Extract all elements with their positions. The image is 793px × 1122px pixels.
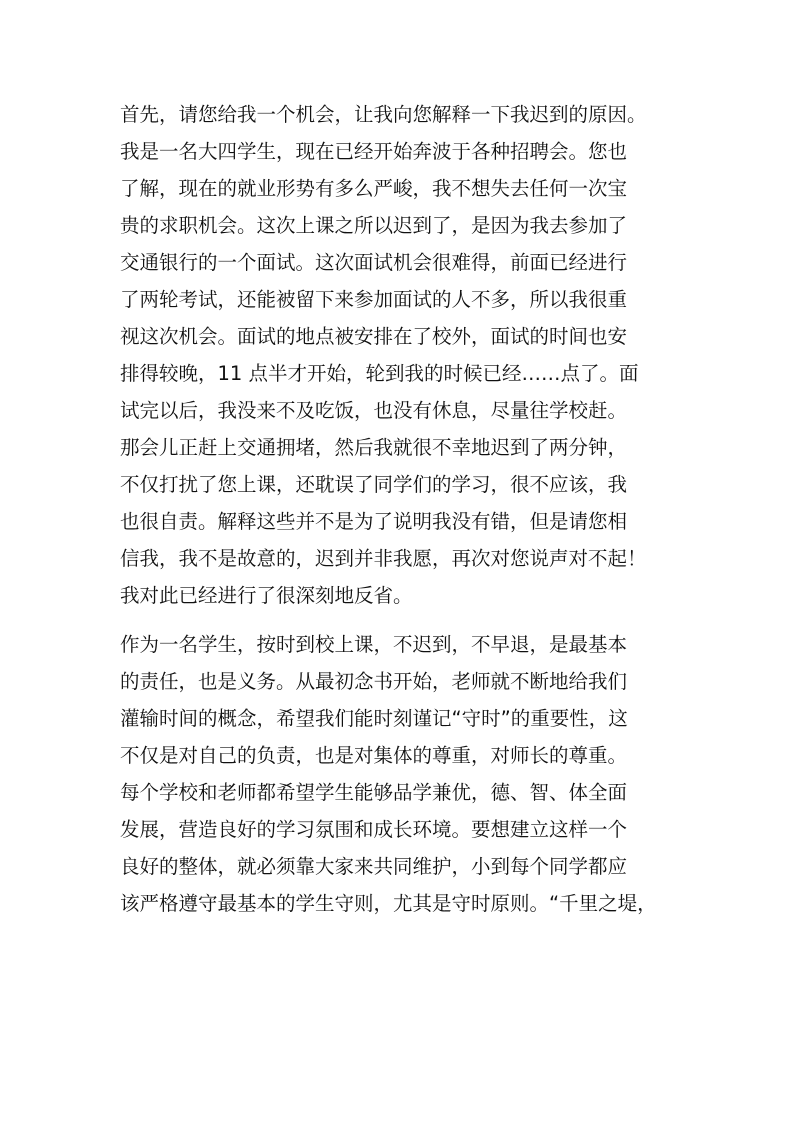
text-line: 我是一名大四学生，现在已经开始奔波于各种招聘会。您也 (120, 140, 628, 163)
text-line: 每个学校和老师都希望学生能够品学兼优，德、智、体全面 (120, 781, 628, 804)
text-line: 的责任，也是义务。从最初念书开始，老师就不断地给我们 (120, 670, 628, 693)
text-line: 灌输时间的概念，希望我们能时刻谨记“守时”的重要性，这 (120, 707, 628, 730)
text-line: 交通银行的一个面试。这次面试机会很难得，前面已经进行 (120, 251, 628, 274)
text-line: 该严格遵守最基本的学生守则，尤其是守时原则。“千里之堤， (120, 892, 657, 915)
text-line: 不仅是对自己的负责，也是对集体的尊重，对师长的尊重。 (120, 744, 628, 767)
paragraph-2 (120, 626, 675, 922)
text-line: 信我，我不是故意的，迟到并非我愿，再次对您说声对不起！ (120, 547, 647, 570)
text-line: 良好的整体，就必须靠大家来共同维护，小到每个同学都应 (120, 855, 628, 878)
text-line: 了两轮考试，还能被留下来参加面试的人不多，所以我很重 (120, 288, 628, 311)
text-line: 了解，现在的就业形势有多么严峻，我不想失去任何一次宝 (120, 177, 628, 200)
text-line: 也很自责。解释这些并不是为了说明我没有错，但是请您相 (120, 510, 628, 533)
text-line: 发展，营造良好的学习氛围和成长环境。要想建立这样一个 (120, 818, 628, 841)
text-line: 视这次机会。面试的地点被安排在了校外，面试的时间也安 (120, 325, 628, 348)
text-line: 不仅打扰了您上课，还耽误了同学们的学习，很不应该，我 (120, 473, 628, 496)
text-line: 试完以后，我没来不及吃饭，也没有休息，尽量往学校赶。 (120, 399, 628, 422)
text-line: 那会儿正赶上交通拥堵，然后我就很不幸地迟到了两分钟， (120, 436, 628, 459)
text-line: 贵的求职机会。这次上课之所以迟到了，是因为我去参加了 (120, 214, 628, 237)
paragraph-1 (120, 96, 675, 614)
text-line: 作为一名学生，按时到校上课，不迟到，不早退，是最基本 (120, 633, 628, 656)
text-line: 排得较晚，11 点半才开始，轮到我的时候已经……点了。面 (120, 362, 639, 385)
text-line: 首先，请您给我一个机会，让我向您解释一下我迟到的原因。 (120, 103, 647, 126)
document-body (120, 96, 675, 922)
text-line: 我对此已经进行了很深刻地反省。 (120, 584, 413, 607)
